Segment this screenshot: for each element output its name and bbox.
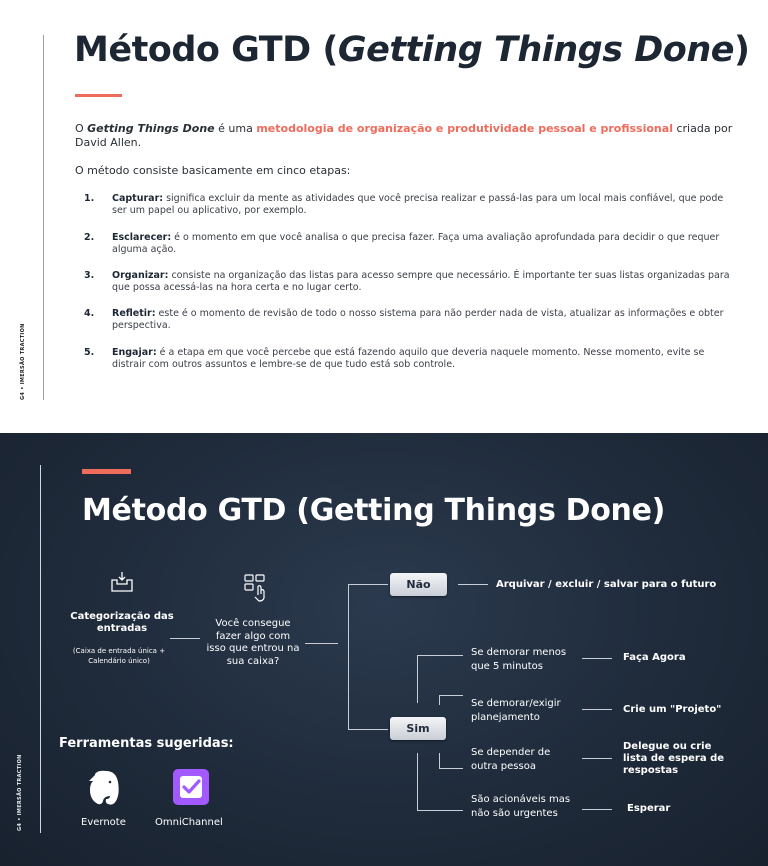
step-item: 3. Organizar: consiste na organização das listas para acesso sempre que necessário. É importante ter suas listas organizadas para que possa acessá-las na hora certa e no lugar certo. xyxy=(84,270,730,293)
step-item: 5. Engajar: é a etapa em que você percebe que está fazendo aquilo que deveria naquele momento. Nesse momento, evite se distrair com outros assuntos e lembre-se de que tudo está sob controle. xyxy=(84,347,705,370)
condition-label: Se depender de outra pessoa xyxy=(471,747,551,772)
action-label: Delegue ou crie lista de espera de respostas xyxy=(623,741,725,776)
tool-label: OmniChannel xyxy=(155,817,223,828)
tools-title: Ferramentas sugeridas: xyxy=(59,736,234,751)
action-label: Faça Agora xyxy=(623,652,686,663)
gtd-text-slide xyxy=(0,0,768,428)
evernote-elephant-icon xyxy=(86,768,122,808)
gtd-flowchart-slide xyxy=(0,433,768,866)
connector-line xyxy=(348,584,388,585)
connector-line xyxy=(305,643,338,644)
accent-bar xyxy=(82,469,131,474)
step-item: 2. Esclarecer: é o momento em que você analisa o que precisa fazer. Faça uma avaliação aprofundada para decidir o que requer alguma ação. xyxy=(84,232,720,255)
no-pill: Não xyxy=(390,573,447,596)
tool-label: Evernote xyxy=(81,817,126,828)
categorization-title: Categorização das entradas xyxy=(70,611,174,634)
steps-intro: O método consiste basicamente em cinco etapas: xyxy=(75,164,351,177)
connector-line xyxy=(439,768,463,769)
omnichannel-checkbox-icon xyxy=(173,769,209,805)
condition-label: Se demorar/exigir planejamento xyxy=(471,698,561,723)
connector-line xyxy=(439,753,440,769)
touch-grid-icon xyxy=(243,573,269,603)
connector-line xyxy=(170,638,200,639)
connector-line xyxy=(582,758,612,759)
side-label: G4 • IMERSÃO TRACTION xyxy=(20,323,26,400)
step-item: 1. Capturar: significa excluir da mente as atividades que você precisa realizar e passá-las para um local mais confiável, que pode ser um papel ou aplicativo, por exemplo. xyxy=(84,193,724,216)
connector-line xyxy=(348,729,388,730)
decision-question: Você consegue fazer algo com isso que entrou na sua caixa? xyxy=(206,618,300,667)
no-action-label: Arquivar / excluir / salvar para o futuro xyxy=(496,579,717,590)
connector-line xyxy=(582,709,612,710)
divider-line xyxy=(40,465,41,833)
action-label: Crie um "Projeto" xyxy=(623,704,722,715)
connector-line xyxy=(458,584,488,585)
condition-label: Se demorar menos que 5 minutos xyxy=(471,647,567,672)
accent-bar xyxy=(75,94,122,97)
connector-line xyxy=(417,655,418,703)
connector-line xyxy=(582,658,612,659)
page-title: Método GTD (Getting Things Done) xyxy=(82,493,666,528)
categorization-subtitle: (Caixa de entrada única + Calendário único) xyxy=(72,647,166,665)
inbox-tray-icon xyxy=(109,571,135,593)
step-item: 4. Refletir: este é o momento de revisão de todo o nosso sistema para não perder nada de vista, atualizar as informações e obter perspectiva. xyxy=(84,308,724,331)
connector-line xyxy=(417,810,463,811)
intro-paragraph: O Getting Things Done é uma metodologia de organização e produtividade pessoal e profissional criada por David Allen. xyxy=(75,122,733,149)
decision-bracket xyxy=(348,584,349,730)
divider-line xyxy=(43,35,44,400)
action-label: Esperar xyxy=(627,803,671,814)
connector-line xyxy=(417,753,418,811)
connector-line xyxy=(439,695,463,696)
yes-pill: Sim xyxy=(390,717,446,740)
connector-line xyxy=(439,695,440,705)
side-label: G4 • IMERSÃO TRACTION xyxy=(17,754,23,831)
condition-label: São acionáveis mas não são urgentes xyxy=(471,794,571,819)
page-title: Método GTD (Getting Things Done) xyxy=(74,30,750,70)
connector-line xyxy=(417,655,463,656)
connector-line xyxy=(582,809,612,810)
